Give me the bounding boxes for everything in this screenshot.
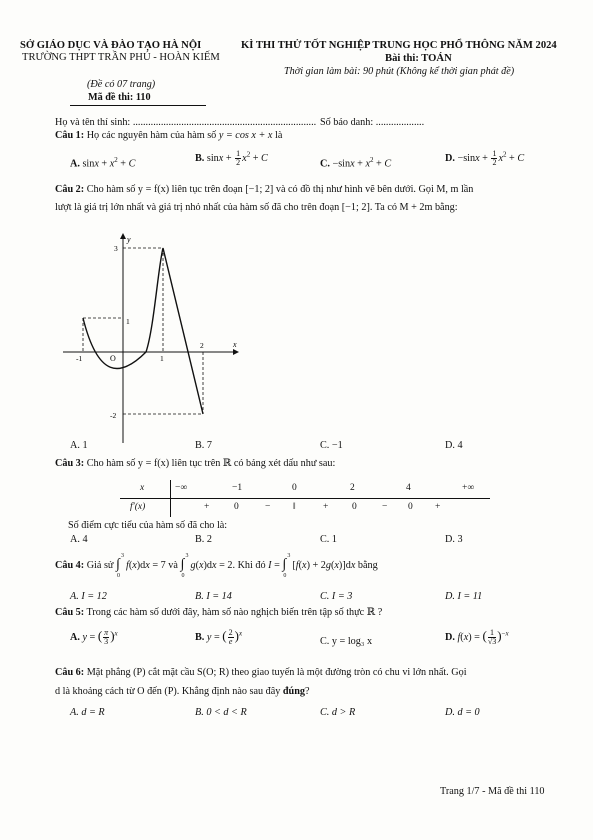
exam-code: Mã đề thi: 110 [88,92,151,103]
sign: + [435,502,441,512]
y-axis-label: y [127,235,131,244]
sign: ‖ [293,502,296,512]
sign: − [265,502,271,512]
exam-time: Thời gian làm bài: 90 phút (Không kể thời gian phát đề) [284,66,515,77]
q1-option-a[interactable]: A. $\sin x + x^2 + C$ [70,156,136,170]
tick-y-3: 3 [114,244,118,253]
tick-x-1: 1 [160,354,164,363]
question-4: Câu 4: Giả sử ∫ 3 0 f(x)dx = 7 và ∫ 3 0 g(x)dx = 2. Khi đó I = ∫ 3 0 [f(x) + 2g(x)]dx bằng [55,553,378,579]
function-graph [58,228,248,446]
question-1: Câu 1: Họ các nguyên hàm của hàm số y = cos x + x là [55,130,283,141]
sign: + [323,502,329,512]
q6-option-c[interactable]: C. d > R [320,707,356,718]
q4-option-a[interactable]: A. I = 12 [70,591,107,602]
tick-x-2: 2 [200,341,204,350]
tick-y-1: 1 [126,317,130,326]
q4-option-b[interactable]: B. I = 14 [195,591,232,602]
q6-option-b[interactable]: B. 0 < d < R [195,707,247,718]
x-value: 0 [292,483,297,493]
q6-option-d[interactable]: D. d = 0 [445,707,480,718]
q6-option-a[interactable]: A. d = R [70,707,105,718]
q3-option-a[interactable]: A. 4 [70,534,88,545]
q2-option-d[interactable]: D. 4 [445,440,463,451]
origin-label: O [110,354,116,363]
q4-option-c[interactable]: C. I = 3 [320,591,353,602]
school-name: TRƯỜNG THPT TRẦN PHÚ - HOÀN KIẾM [22,52,220,63]
x-value: 2 [350,483,355,493]
question-6-line-1: Câu 6: Mặt phẳng (P) cắt mặt cầu S(O; R) theo giao tuyến là một đường tròn có chu vi lớn nhất. Gọi [55,667,467,678]
exam-title: KÌ THI THỬ TỐT NGHIỆP TRUNG HỌC PHỔ THÔNG NĂM 2024 [241,40,557,51]
header-divider [70,105,206,106]
page-count: (Đề có 07 trang) [87,79,156,90]
function-curve [83,248,203,414]
table-fx-label: f′(x) [130,502,146,512]
department-name: SỞ GIÁO DỤC VÀ ĐÀO TẠO HÀ NỘI [20,40,202,51]
question-2-line-1: Câu 2: Cho hàm số y = f(x) liên tục trên đoạn [−1; 2] và có đồ thị như hình vẽ bên dưới. Gọi M, m lần [55,184,474,195]
q3-option-c[interactable]: C. 1 [320,534,337,545]
x-value: −∞ [175,483,188,493]
sign: + [204,502,210,512]
question-5: Câu 5: Trong các hàm số dưới đây, hàm số nào nghịch biến trên tập số thực ℝ ? [55,607,383,618]
sign: − [382,502,388,512]
sign-table [120,480,490,517]
q4-option-d[interactable]: D. I = 11 [445,591,483,602]
q5-option-d[interactable]: D. f(x) = ( $\frac{1}{√3}$ )$^{-x}$ [445,628,509,647]
q1-option-d[interactable]: D. −sinx + $\frac{1}{2}$ $x^2 + C$ [445,149,525,167]
sign: 0 [408,502,413,512]
question-3-prompt: Số điểm cực tiểu của hàm số đã cho là: [68,520,228,531]
q1-option-b[interactable]: B. sinx + $\frac{1}{2}$ $x^2 + C$ [195,149,268,167]
x-value: −1 [232,483,243,493]
x-value: 4 [406,483,411,493]
q5-option-a[interactable]: A. y = ( $\frac{\pi}{3}$ )$^x$ [70,628,118,647]
q2-option-c[interactable]: C. −1 [320,440,343,451]
q5-option-c[interactable]: C. y = log₃ x [320,636,373,647]
tick-x-neg1: -1 [76,354,83,363]
q1-option-c[interactable]: C. $-\sin x + x^2 + C$ [320,156,392,170]
sign: 0 [234,502,239,512]
q3-option-d[interactable]: D. 3 [445,534,463,545]
student-name-field: Họ và tên thí sinh: ........................................................................ [55,117,317,128]
guide-lines [83,248,203,414]
x-value: +∞ [462,483,475,493]
q3-option-b[interactable]: B. 2 [195,534,212,545]
q2-option-a[interactable]: A. 1 [70,440,88,451]
question-3: Câu 3: Cho hàm số y = f(x) liên tục trên ℝ có bảng xét dấu như sau: [55,458,336,469]
sign: 0 [352,502,357,512]
student-id-field: Số báo danh: ................... [320,117,425,128]
question-6-line-2: d là khoảng cách từ O đến (P). Khẳng định nào sau đây đúng? [55,686,310,697]
page-footer: Trang 1/7 - Mã đề thi 110 [440,786,545,797]
x-axis-label: x [233,340,237,349]
table-x-label: x [140,483,145,493]
q5-option-b[interactable]: B. y = ( $\frac{2}{e}$ )$^x$ [195,628,243,647]
q2-option-b[interactable]: B. 7 [195,440,212,451]
question-2-line-2: lượt là giá trị lớn nhất và giá trị nhỏ nhất của hàm số đã cho trên đoạn [−1; 2]. Ta có M + 2m bằng: [55,202,458,213]
tick-y-neg2: -2 [110,411,117,420]
exam-subject: Bài thi: TOÁN [385,53,452,64]
